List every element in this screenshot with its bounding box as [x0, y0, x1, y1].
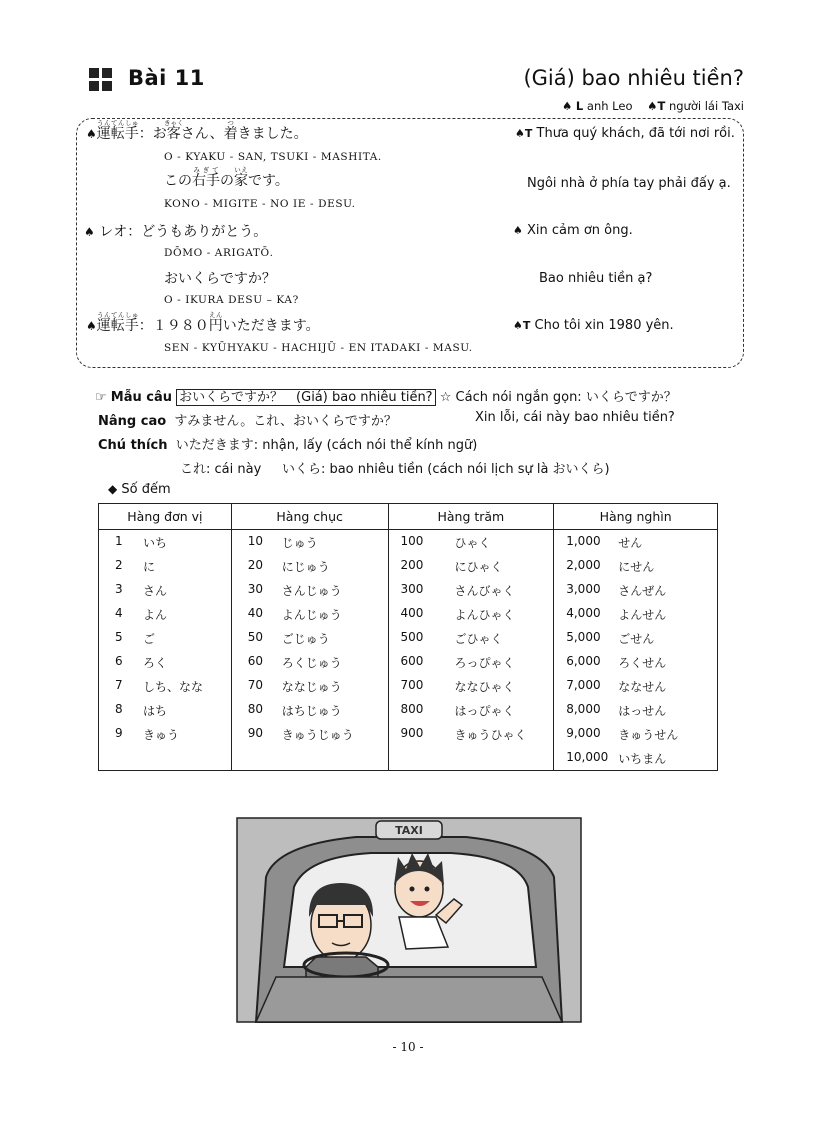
advanced-note: Nâng cao すみません。これ、おいくらですか？	[98, 414, 397, 429]
number-value: 5,000	[566, 629, 601, 644]
lesson-title: Bài 11	[128, 66, 205, 90]
table-cell	[554, 698, 718, 722]
table-cell	[388, 698, 554, 722]
table-cell	[99, 698, 232, 722]
table-row	[99, 746, 718, 771]
lesson-logo-icon	[89, 68, 113, 92]
number-reading: に	[143, 559, 156, 574]
table-cell	[99, 530, 232, 555]
counting-table	[98, 503, 718, 771]
number-value: 3,000	[566, 581, 601, 596]
number-value: 30	[247, 581, 264, 596]
number-value: 9	[115, 725, 123, 740]
number-reading: さんぜん	[618, 583, 667, 598]
number-value: 3	[115, 581, 123, 596]
number-reading: はっせん	[618, 703, 667, 718]
number-value: 5	[115, 629, 123, 644]
table-cell	[554, 746, 718, 771]
number-value: 500	[400, 629, 424, 644]
header-thousands: Hàng nghìn	[554, 504, 718, 530]
table-cell	[554, 650, 718, 674]
dialogue-line-2-vi: Ngôi nhà ở phía tay phải đấy ạ.	[527, 176, 731, 191]
number-reading: はっぴゃく	[454, 703, 515, 718]
number-reading: しち、なな	[143, 679, 204, 694]
table-cell	[388, 554, 554, 578]
number-reading: いちまん	[618, 751, 667, 766]
number-value: 2,000	[566, 557, 601, 572]
table-cell	[231, 602, 388, 626]
number-reading: きゅうじゅう	[281, 727, 354, 742]
number-reading: よん	[143, 607, 168, 622]
speaker-driver: 運転手うんてんしゅ	[96, 311, 139, 334]
number-value: 90	[247, 725, 264, 740]
table-cell	[231, 698, 388, 722]
spade-icon: ♠	[647, 99, 658, 113]
table-cell	[231, 626, 388, 650]
table-cell	[388, 722, 554, 746]
number-value: 1	[115, 533, 123, 548]
number-value: 100	[400, 533, 424, 548]
number-reading: さんじゅう	[281, 583, 342, 598]
header-tens: Hàng chục	[231, 504, 388, 530]
spade-icon: ♠	[86, 319, 97, 333]
number-reading: ひゃく	[454, 535, 491, 550]
table-row	[99, 626, 718, 650]
table-cell	[99, 722, 232, 746]
table-row	[99, 578, 718, 602]
header-units: Hàng đơn vị	[99, 504, 232, 530]
table-row	[99, 650, 718, 674]
number-value: 80	[247, 701, 264, 716]
number-reading: ご	[143, 631, 156, 646]
annotation-line-2: これ: cái này いくら: bao nhiêu tiền (cách nói lịch sự là おいくら)	[180, 462, 610, 477]
table-cell	[388, 650, 554, 674]
number-value: 50	[247, 629, 264, 644]
table-cell	[231, 722, 388, 746]
number-reading: きゅう	[143, 727, 180, 742]
counting-heading: ◆ Số đếm	[108, 482, 171, 497]
number-value: 1,000	[566, 533, 601, 548]
number-value: 10,000	[566, 749, 609, 764]
number-reading: さんびゃく	[454, 583, 515, 598]
number-reading: はちじゅう	[281, 703, 342, 718]
table-cell	[388, 602, 554, 626]
pattern-box: おいくらですか？ (Giá) bao nhiêu tiền?	[176, 389, 435, 406]
number-reading: ななじゅう	[281, 679, 342, 694]
dialogue-line-1-vi: ♠T Thưa quý khách, đã tới nơi rồi.	[515, 126, 735, 141]
header-hundreds: Hàng trăm	[388, 504, 554, 530]
number-value: 7,000	[566, 677, 601, 692]
table-cell	[554, 626, 718, 650]
table-cell	[99, 554, 232, 578]
speaker-driver: 運転手うんてんしゅ	[96, 119, 139, 142]
number-value: 7	[115, 677, 123, 692]
dialogue-line-5-vi: ♠T Cho tôi xin 1980 yên.	[513, 318, 674, 333]
number-value: 20	[247, 557, 264, 572]
table-cell	[99, 674, 232, 698]
number-reading: ろっぴゃく	[454, 655, 515, 670]
annotation-line-1: Chú thích いただきます: nhận, lấy (cách nói thể kính ngữ)	[98, 438, 478, 453]
number-value: 60	[247, 653, 264, 668]
speaker-leo: レオ	[99, 224, 128, 240]
number-reading: きゅうせん	[618, 727, 679, 742]
number-reading: ごじゅう	[281, 631, 330, 646]
furigana-word: 着つ	[223, 119, 238, 142]
number-reading: にひゃく	[454, 559, 503, 574]
advanced-note-vi: Xin lỗi, cái này bao nhiêu tiền?	[475, 410, 675, 425]
table-cell	[388, 626, 554, 650]
number-reading: さん	[143, 583, 168, 598]
dialogue-line-4-vi: Bao nhiêu tiền ạ?	[539, 271, 653, 286]
furigana-word: 家いえ	[234, 166, 248, 189]
table-cell	[554, 578, 718, 602]
number-value: 700	[400, 677, 424, 692]
table-cell	[388, 746, 554, 771]
number-reading: ごひゃく	[454, 631, 503, 646]
dialogue-line-4-romaji: O - IKURA DESU – KA?	[164, 294, 299, 306]
number-reading: せん	[618, 535, 643, 550]
dialogue-line-3-vi: ♠ Xin cảm ơn ông.	[513, 223, 633, 238]
table-row	[99, 530, 718, 555]
number-value: 800	[400, 701, 424, 716]
number-reading: きゅうひゃく	[454, 727, 527, 742]
number-reading: よんじゅう	[281, 607, 342, 622]
table-cell	[388, 530, 554, 555]
dialogue-line-3-jp: ♠ レオ：どうもありがとう。	[84, 224, 268, 240]
number-reading: はち	[143, 703, 168, 718]
table-cell	[554, 722, 718, 746]
number-value: 70	[247, 677, 264, 692]
table-cell	[554, 674, 718, 698]
table-cell	[231, 554, 388, 578]
number-value: 8	[115, 701, 123, 716]
table-cell	[388, 578, 554, 602]
dialogue-line-2-romaji: KONO - MIGITE - NO IE - DESU.	[164, 198, 356, 210]
dialogue-line-3-romaji: DŌMO - ARIGATŌ.	[164, 247, 274, 259]
dialogue-line-4-jp: おいくらですか？	[164, 271, 276, 287]
number-value: 600	[400, 653, 424, 668]
taxi-sign-text: TAXI	[395, 824, 423, 837]
number-reading: ななせん	[618, 679, 667, 694]
diamond-icon: ◆	[108, 482, 118, 496]
number-reading: ろく	[143, 655, 168, 670]
dialogue-line-1-romaji: O - KYAKU - SAN, TSUKI - MASHITA.	[164, 151, 382, 163]
number-reading: ろくせん	[618, 655, 667, 670]
number-value: 400	[400, 605, 424, 620]
table-cell	[554, 530, 718, 555]
spade-icon: ♠	[561, 99, 573, 113]
dialogue-line-5-jp: ♠運転手うんてんしゅ：１９８０円えんいただきます。	[86, 311, 320, 334]
table-cell	[99, 746, 232, 771]
number-reading: よんせん	[618, 607, 667, 622]
character-legend: ♠ L anh Leo ♠T người lái Taxi	[561, 99, 744, 113]
spade-icon: ♠	[86, 127, 97, 141]
table-cell	[99, 626, 232, 650]
number-value: 6,000	[566, 653, 601, 668]
table-cell	[99, 578, 232, 602]
number-value: 9,000	[566, 725, 601, 740]
furigana-word: 右手みぎて	[192, 166, 220, 189]
number-value: 4	[115, 605, 123, 620]
table-cell	[554, 554, 718, 578]
table-cell	[231, 578, 388, 602]
table-cell	[231, 674, 388, 698]
dialogue-line-1-jp: ♠運転手うんてんしゅ：お客きゃくさん、着つきました。	[86, 119, 308, 142]
number-reading: よんひゃく	[454, 607, 515, 622]
number-reading: にせん	[618, 559, 655, 574]
table-cell	[231, 530, 388, 555]
table-row	[99, 722, 718, 746]
number-value: 10	[247, 533, 264, 548]
table-cell	[99, 650, 232, 674]
number-value: 2	[115, 557, 123, 572]
table-row	[99, 674, 718, 698]
number-value: 4,000	[566, 605, 601, 620]
table-row	[99, 554, 718, 578]
taxi-illustration	[236, 817, 582, 1023]
page-number: - 10 -	[392, 1040, 424, 1054]
dialogue-line-5-romaji: SEN - KYŪHYAKU - HACHIJŪ - EN ITADAKI - MASU.	[164, 342, 473, 354]
number-value: 6	[115, 653, 123, 668]
table-cell	[231, 650, 388, 674]
lesson-subtitle: (Giá) bao nhiêu tiền?	[523, 66, 744, 90]
number-reading: じゅう	[281, 535, 318, 550]
table-row	[99, 698, 718, 722]
table-cell	[388, 674, 554, 698]
furigana-word: 円えん	[208, 311, 223, 334]
number-value: 8,000	[566, 701, 601, 716]
number-value: 900	[400, 725, 424, 740]
dialogue-line-2-jp: この右手みぎての家いえです。	[164, 166, 289, 189]
sentence-pattern: ☞ Mẫu câu おいくらですか？ (Giá) bao nhiêu tiền? ☆ Cách nói ngắn gọn: いくらですか？	[95, 390, 677, 405]
number-reading: ななひゃく	[454, 679, 515, 694]
number-reading: ごせん	[618, 631, 655, 646]
number-reading: いち	[143, 535, 168, 550]
number-reading: ろくじゅう	[281, 655, 342, 670]
table-header-row	[99, 504, 718, 530]
furigana-word: 客きゃく	[164, 119, 184, 142]
spade-icon: ♠	[84, 225, 95, 239]
number-value: 200	[400, 557, 424, 572]
table-cell	[554, 602, 718, 626]
pointing-hand-icon: ☞	[95, 390, 107, 405]
number-value: 300	[400, 581, 424, 596]
number-reading: にじゅう	[281, 559, 330, 574]
table-cell	[99, 602, 232, 626]
table-cell	[231, 746, 388, 771]
number-value: 40	[247, 605, 264, 620]
table-row	[99, 602, 718, 626]
star-icon: ☆	[439, 390, 452, 405]
